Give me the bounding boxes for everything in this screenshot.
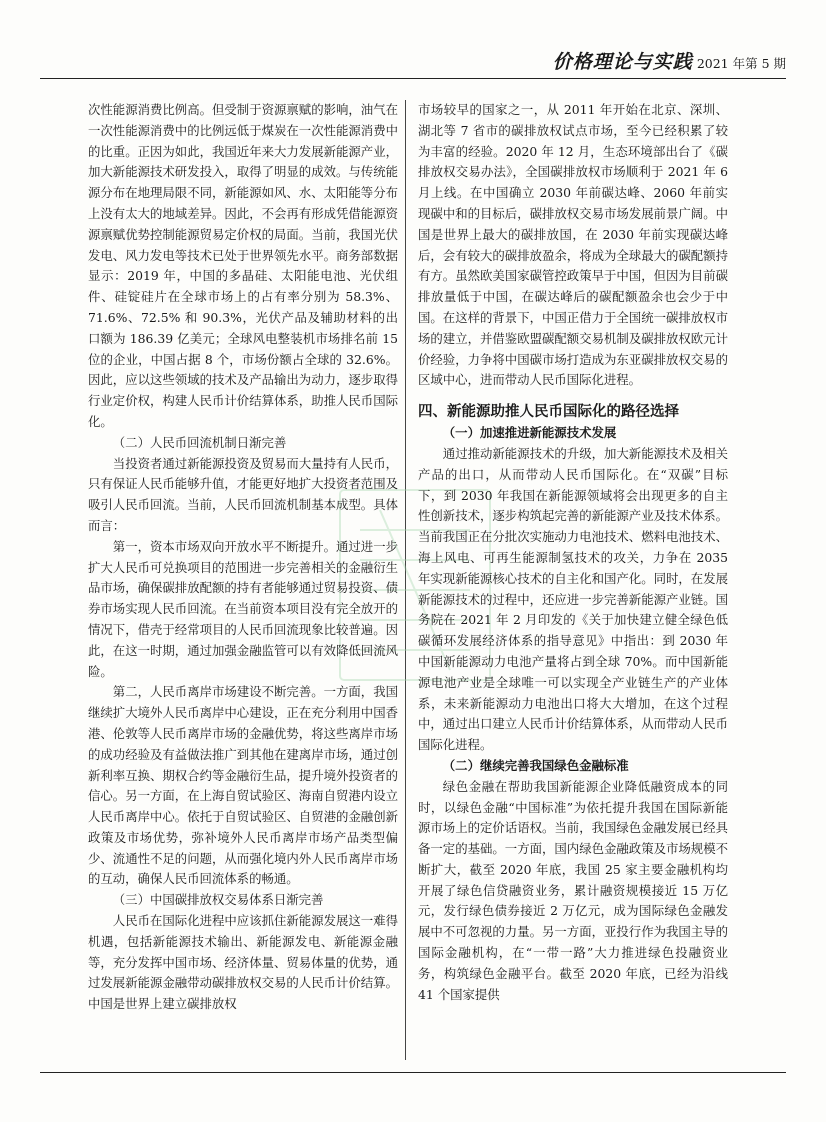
footer-rule bbox=[40, 1072, 786, 1073]
right-column bbox=[418, 100, 728, 1005]
column-divider bbox=[405, 100, 406, 1060]
paragraph: 当投资者通过新能源投资及贸易而大量持有人民币，只有保证人民币能够升值，才能更好地扩大投资者范围及吸引人民币回流。当前，人民币回流机制基本成型。具体而言： bbox=[88, 455, 398, 533]
subsection-heading: （二）人民币回流机制日渐完善 bbox=[112, 434, 287, 450]
subsection-heading: （一）加速推进新能源技术发展 bbox=[442, 425, 617, 441]
paragraph: 第二，人民币离岸市场建设不断完善。一方面，我国继续扩大境外人民币离岸中心建设，正在充分利用中国香港、伦敦等人民币离岸市场的金融优势，将这些离岸市场的成功经验及有益做法推广到其他在建离岸市场，通过创新利率互换、期权合约等金融衍生品，提升境外投资者的信心。另一方面，在上海自贸试验区、海南自贸港内设立人民币离岸中心。依托于自贸试验区、自贸港的金融创新政策及市场优势，弥补境外人民币离岸市场产品类型偏少、流通性不足的问题，从而强化境内外人民币离岸市场的互动，确保人民币回流体系的畅通。 bbox=[88, 684, 398, 887]
left-column bbox=[88, 100, 398, 1015]
journal-title: 价格理论与实践 bbox=[552, 51, 693, 73]
header-right bbox=[553, 47, 786, 74]
paragraph: 通过推动新能源技术的升级，加大新能源技术及相关产品的出口，从而带动人民币国际化。在“双碳”目标下，到 2030 年我国在新能源领域将会出现更多的自主性创新技术，逐步构筑起完善的新能源产业及技术体系。当前我国正在分批次实施动力电池技术、燃料电池技术、海上风电、可再生能源制氢技术的攻关，力争在 2035 年实现新能源核心技术的自主化和国产化。同时，在发展新能源技术的过程中，还应进一步完善新能源产业链。国务院在 2021 年 2 月印发的《关于加快建立健全绿色低碳循环发展经济体系的指导意见》中指出：到 2030 年中国新能源动力电池产量将占到全球 70%。而中国新能源电池产业是全球唯一可以实现全产业链生产的产业体系，未来新能源动力电池出口将大大增加，在这个过程中，通过出口建立人民币计价结算体系，从而带动人民币国际化进程。 bbox=[418, 445, 728, 753]
page-header bbox=[40, 48, 786, 79]
subsection-heading: （三）中国碳排放权交易体系日渐完善 bbox=[112, 892, 324, 908]
issue-label: 2021 年第 5 期 bbox=[696, 56, 786, 71]
paragraph: 市场较早的国家之一，从 2011 年开始在北京、深圳、湖北等 7 省市的碳排放权试点市场，至今已经积累了较为丰富的经验。2020 年 12 月，生态环境部出台了《碳排放权交易办法》，全国碳排放权市场顺利于 2021 年 6 月上线。在中国确立 2030 年前碳达峰、2060 年前实现碳中和的目标后，碳排放权交易市场发展前景广阔。中国是世界上最大的碳排放国，在 2030 年前实现碳达峰后，会有较大的碳排放盈余，将成为全球最大的碳配额持有方。虽然欧美国家碳管控政策早于中国，但因为目前碳排放量低于中国，在碳达峰后的碳配额盈余也会少于中国。在这样的背景下，中国正借力于全国统一碳排放权市场的建立，并借鉴欧盟碳配额交易机制及碳排放权欧元计价经验，力争将中国碳市场打造成为东亚碳排放权交易的区域中心，进而带动人民币国际化进程。 bbox=[418, 102, 728, 388]
paragraph: 次性能源消费比例高。但受制于资源禀赋的影响，油气在一次性能源消费中的比例远低于煤炭在一次性能源消费中的比重。正因为如此，我国近年来大力发展新能源产业，加大新能源技术研发投入，取得了明显的成效。与传统能源分布在地理局限不同，新能源如风、水、太阳能等分布上没有太大的地域差异。因此，不会再有形成凭借能源资源禀赋优势控制能源贸易定价权的局面。当前，我国光伏发电、风力发电等技术已处于世界领先水平。商务部数据显示：2019 年，中国的多晶硅、太阳能电池、光伏组件、硅锭硅片在全球市场上的占有率分别为 58.3%、71.6%、72.5% 和 90.3%，光伏产品及辅助材料的出口额为 186.39 亿美元；全球风电整装机市场排名前 15 位的企业，中国占据 8 个，市场份额占全球的 32.6%。因此，应以这些领域的技术及产品输出为动力，逐步取得行业定价权，构建人民币计价结算体系，助推人民币国际化。 bbox=[88, 102, 398, 429]
paragraph: 绿色金融在帮助我国新能源企业降低融资成本的同时，以绿色金融“中国标准”为依托提升我国在国际新能源市场上的定价话语权。当前，我国绿色金融发展已经具备一定的基础。一方面，国内绿色金融政策及市场规模不断扩大，截至 2020 年底，我国 25 家主要金融机构均开展了绿色信贷融资业务，累计融资规模接近 15 万亿元，发行绿色债券接近 2 万亿元，成为国际绿色金融发展中不可忽视的力量。另一方面，亚投行作为我国主导的国际金融机构，在“一带一路”大力推进绿色投融资业务，构筑绿色金融平台。截至 2020 年底，已经为沿线 41 个国家提供 bbox=[418, 778, 728, 1002]
subsection-heading: （二）继续完善我国绿色金融标准 bbox=[442, 757, 629, 773]
paragraph: 人民币在国际化进程中应该抓住新能源发展这一难得机遇，包括新能源技术输出、新能源发电、新能源金融等，充分发挥中国市场、经济体量、贸易体量的优势，通过发展新能源金融带动碳排放权交易的人民币计价结算。中国是世界上建立碳排放权 bbox=[88, 913, 398, 1012]
paragraph: 第一，资本市场双向开放水平不断提升。通过进一步扩大人民币可兑换项目的范围进一步完善相关的金融衍生品市场，确保碳排放配额的持有者能够通过贸易投资、债券市场实现人民币回流。在当前资本项目没有完全放开的情况下，借壳于经常项目的人民币回流现象比较普遍。因此，在这一时期，通过加强金融监管可以有效降低回流风险。 bbox=[88, 538, 398, 679]
section-title: 四、新能源助推人民币国际化的路径选择 bbox=[418, 404, 679, 421]
